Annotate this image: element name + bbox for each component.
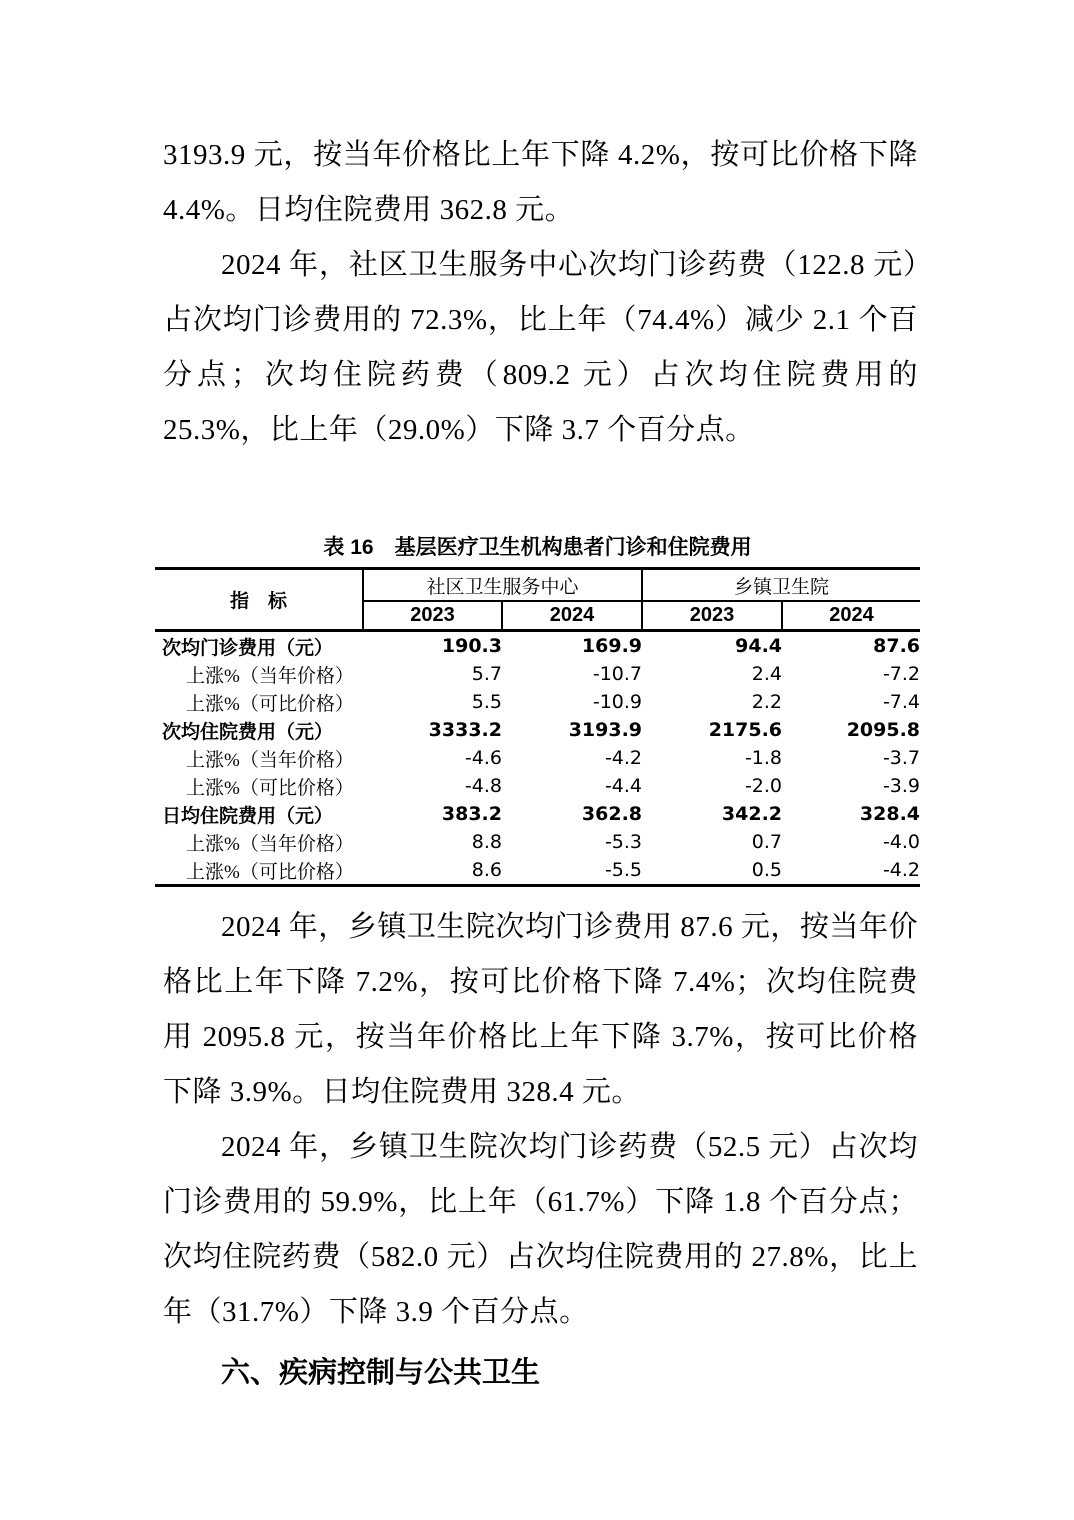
row-label: 日均住院费用（元） [162,805,334,827]
table-header-group-row [155,569,920,602]
cell-value: 383.2 [441,803,502,825]
cell-value: -7.2 [882,663,921,685]
cell-value: 3193.9 [568,719,643,741]
row-label: 次均住院费用（元） [162,721,334,743]
cell-value: 8.6 [471,859,502,881]
cell-value: -4.6 [464,747,502,769]
cell-value: 2.4 [751,663,783,685]
body-paragraph-2: 2024 年，社区卫生服务中心次均门诊药费（122.8 元）占次均门诊费用的 72.3%，比上年（74.4%）减少 2.1 个百分点；次均住院药费（809.2 元）占次均住院费用的 25.3%，比上年（29.0%）下降 3.7 个百分点。 [163,249,918,446]
cell-value: -4.2 [604,747,643,769]
page-content [155,0,920,1401]
year-header: 2023 [363,601,502,631]
table-row [155,716,920,744]
cell-value: 2175.6 [708,719,783,741]
cell-value: -4.0 [882,831,921,853]
cell-value: 0.7 [751,831,783,853]
group-header-township: 乡镇卫生院 [642,569,920,602]
table-row [155,688,920,716]
cell-value: -3.9 [882,775,921,797]
cell-value: -1.8 [744,747,783,769]
cell-value: 5.5 [471,691,502,713]
row-label: 次均门诊费用（元） [162,637,334,659]
table-row [155,744,920,772]
stats-table [155,567,920,887]
cell-value: 94.4 [735,635,783,657]
table-row [155,631,920,661]
cell-value: 2.2 [751,691,783,713]
year-header: 2024 [782,601,920,631]
indicator-header-cell: 指 标 [155,569,363,631]
row-label: 上涨%（当年价格） [186,749,354,771]
cell-value: 2095.8 [846,719,921,741]
table-row [155,856,920,886]
cell-value: -3.7 [882,747,921,769]
row-label: 上涨%（可比价格） [186,777,354,799]
row-label: 上涨%（可比价格） [186,693,354,715]
cell-value: -4.4 [604,775,643,797]
row-label: 上涨%（当年价格） [186,665,354,687]
cell-value: -5.3 [604,831,643,853]
cell-value: -2.0 [744,775,783,797]
year-header: 2023 [642,601,782,631]
table-row [155,660,920,688]
table-row [155,828,920,856]
cell-value: -10.7 [592,663,643,685]
cell-value: 362.8 [581,803,643,825]
cell-value: 0.5 [751,859,783,881]
cell-value: 87.6 [873,635,921,657]
row-label: 上涨%（可比价格） [186,861,354,883]
cell-value: -4.2 [882,859,921,881]
cell-value: 169.9 [581,635,643,657]
cell-value: 8.8 [471,831,502,853]
cell-value: -7.4 [882,691,921,713]
year-header: 2024 [502,601,642,631]
cell-value: 5.7 [471,663,502,685]
cell-value: -10.9 [592,691,643,713]
cell-value: 328.4 [859,803,921,825]
cell-value: -5.5 [604,859,643,881]
body-paragraph-1: 3193.9 元，按当年价格比上年下降 4.2%，按可比价格下降 4.4%。日均住院费用 362.8 元。 [163,139,918,226]
group-header-community: 社区卫生服务中心 [363,569,642,602]
row-label: 上涨%（当年价格） [186,833,354,855]
body-paragraph-4: 2024 年，乡镇卫生院次均门诊药费（52.5 元）占次均门诊费用的 59.9%，比上年（61.7%）下降 1.8 个百分点；次均住院药费（582.0 元）占次均住院费用的 27.8%，比上年（31.7%）下降 3.9 个百分点。 [163,1131,918,1328]
cell-value: 3333.2 [428,719,502,741]
cell-value: -4.8 [464,775,502,797]
cell-value: 190.3 [441,635,502,657]
table-row [155,772,920,800]
table-row [155,800,920,828]
cell-value: 342.2 [721,803,783,825]
body-paragraph-3: 2024 年，乡镇卫生院次均门诊费用 87.6 元，按当年价格比上年下降 7.2%，按可比价格下降 7.4%；次均住院费用 2095.8 元，按当年价格比上年下降 3.7%，按可比价格下降 3.9%。日均住院费用 328.4 元。 [163,911,918,1108]
section-heading: 六、疾病控制与公共卫生 [221,1357,541,1389]
table-caption: 表 16 基层医疗卫生机构患者门诊和住院费用 [323,536,752,559]
